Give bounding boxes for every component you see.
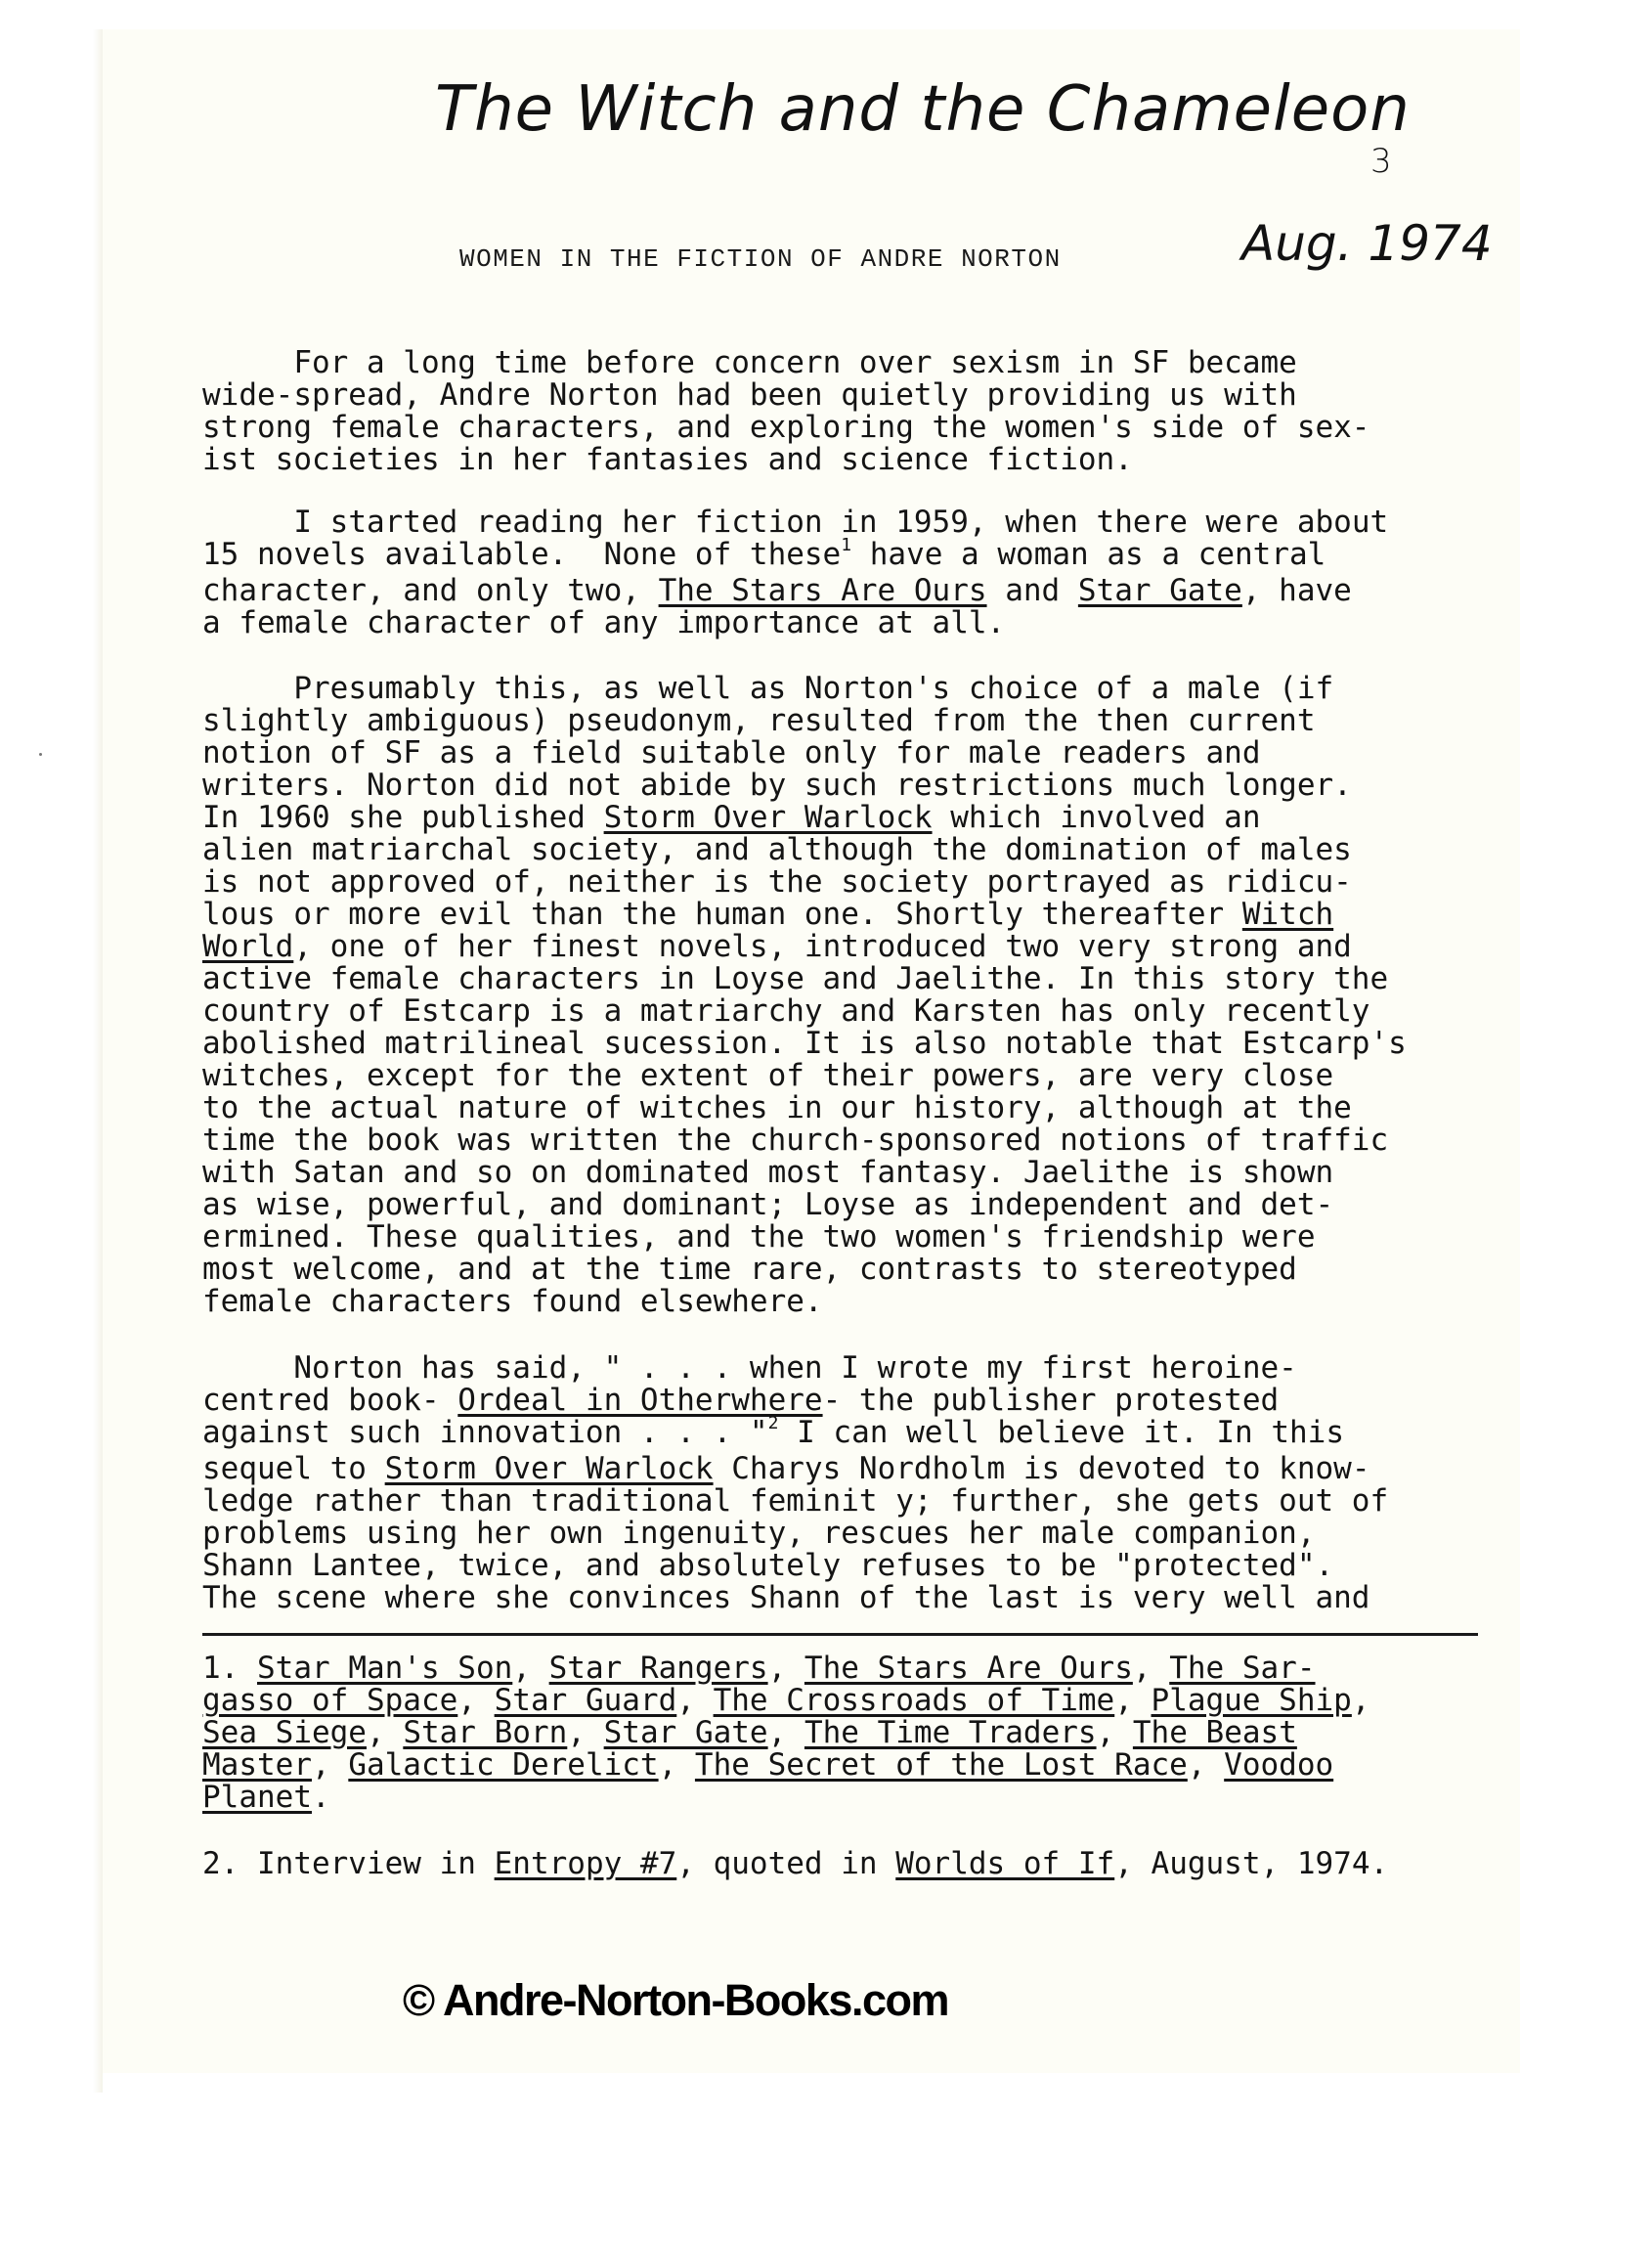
paragraph-3: Presumably this, as well as Norton's choice of a male (if slightly ambiguous) pseudonym, resulted from the then current notion of SF as a field suitable only for male readers and writers. Norton did not abide by such restrictions much longer. In 1960 she published Storm Over Warlock which involved an alien matriarchal society, and although the domination of males is not approved of, neither is the society portrayed as ridicu- lous or more evil than the human one. Shortly thereafter Witch World, one of her finest novels, introduced two very strong and active female characters in Loyse and Jaelithe. In this story the country of Estcarp is a matriarchy and Karsten has only recently abolished matrilineal sucession. It is also notable that Estcarp's witches, except for the extent of their powers, are very close to the actual nature of witches in our history, although at the time the book was written the church-sponsored notions of traffic with Satan and so on dominated most fantasy. Jaelithe is shown as wise, powerful, and dominant; Loyse as independent and det- ermined. These qualities, and the two women's friendship were most welcome, and at the time rare, contrasts to stereotyped female characters found elsewhere. bbox=[202, 671, 1407, 1319]
book-title: Star Born bbox=[403, 1715, 568, 1750]
handwritten-page-number: 3 bbox=[1370, 142, 1392, 181]
book-title: World bbox=[202, 929, 294, 964]
book-title: Master bbox=[202, 1747, 312, 1783]
handwritten-date: Aug. 1974 bbox=[1241, 215, 1493, 272]
book-title: Star Rangers bbox=[548, 1651, 768, 1686]
book-title: The Beast bbox=[1132, 1715, 1297, 1750]
page-edge bbox=[93, 29, 103, 2093]
article-heading: WOMEN IN THE FICTION OF ANDRE NORTON bbox=[459, 244, 1062, 274]
publication-title: Entropy #7 bbox=[494, 1846, 677, 1881]
book-title: Planet bbox=[202, 1780, 312, 1815]
footnote-divider bbox=[202, 1633, 1478, 1636]
book-title: Star Guard bbox=[494, 1683, 677, 1718]
margin-mark bbox=[39, 753, 42, 756]
book-title: gasso of Space bbox=[202, 1683, 458, 1718]
book-title: Storm Over Warlock bbox=[384, 1451, 714, 1486]
book-title: Sea Siege bbox=[202, 1715, 367, 1750]
book-title: Storm Over Warlock bbox=[603, 800, 933, 835]
footnote-1: 1. Star Man's Son, Star Rangers, The Stars Are Ours, The Sar- gasso of Space, Star Guard, The Crossroads of Time, Plague Ship, Sea Siege, Star Born, Star Gate, The Time Traders, The Beast Master, Galactic Derelict, The Secret of the Lost Race, Voodoo Planet. bbox=[202, 1651, 1389, 1815]
book-title: Star Man's Son bbox=[257, 1651, 513, 1686]
paragraph-1: For a long time before concern over sexism in SF became wide-spread, Andre Norton had been quietly providing us with strong female characters, and exploring the women's side of sex- ist societies in her fantasies and science fiction. bbox=[202, 345, 1370, 477]
footnote-ref-2: 2 bbox=[767, 1413, 779, 1433]
book-title: The Crossroads of Time bbox=[713, 1683, 1115, 1718]
book-title: The Secret of the Lost Race bbox=[694, 1747, 1188, 1783]
book-title: Star Gate bbox=[1077, 573, 1242, 608]
publication-title: Worlds of If bbox=[895, 1846, 1115, 1881]
book-title: Plague Ship bbox=[1151, 1683, 1352, 1718]
book-title: Witch bbox=[1241, 897, 1334, 932]
paragraph-4: Norton has said, " . . . when I wrote my first heroine- centred book- Ordeal in Otherwhere- the publisher protested against such innovation . . . "$^2$ I can well believe it. In this sequel to Storm Over Warlock Charys Nordholm is devoted to know- ledge rather than traditional feminit y; further, she gets out of problems using her own ingenuity, rescues her male companion, Shann Lantee, twice, and absolutely refuses to be "protected". The scene where she convinces Shann of the last is very well and bbox=[202, 1350, 1389, 1615]
copyright-watermark: © Andre-Norton-Books.com bbox=[403, 1975, 948, 2025]
book-title: Ordeal in Otherwhere bbox=[457, 1383, 823, 1418]
footnote-ref-1: 1 bbox=[841, 535, 852, 555]
book-title: The Time Traders bbox=[804, 1715, 1097, 1750]
book-title: Galactic Derelict bbox=[348, 1747, 659, 1783]
book-title: Voodoo bbox=[1224, 1747, 1334, 1783]
footnote-2: 2. Interview in Entropy #7, quoted in Worlds of If, August, 1974. bbox=[202, 1846, 1389, 1881]
handwritten-title: The Witch and the Chameleon bbox=[435, 73, 1411, 146]
book-title: Star Gate bbox=[603, 1715, 768, 1750]
book-title: The Stars Are Ours bbox=[804, 1651, 1133, 1686]
book-title: The Sar- bbox=[1169, 1651, 1316, 1686]
paragraph-2: I started reading her fiction in 1959, when there were about 15 novels available. None of these$^1$ have a woman as a central character, and only two, The Stars Are Ours and Star Gate, have a female character of any importance at all. bbox=[202, 505, 1389, 640]
book-title: The Stars Are Ours bbox=[658, 573, 987, 608]
